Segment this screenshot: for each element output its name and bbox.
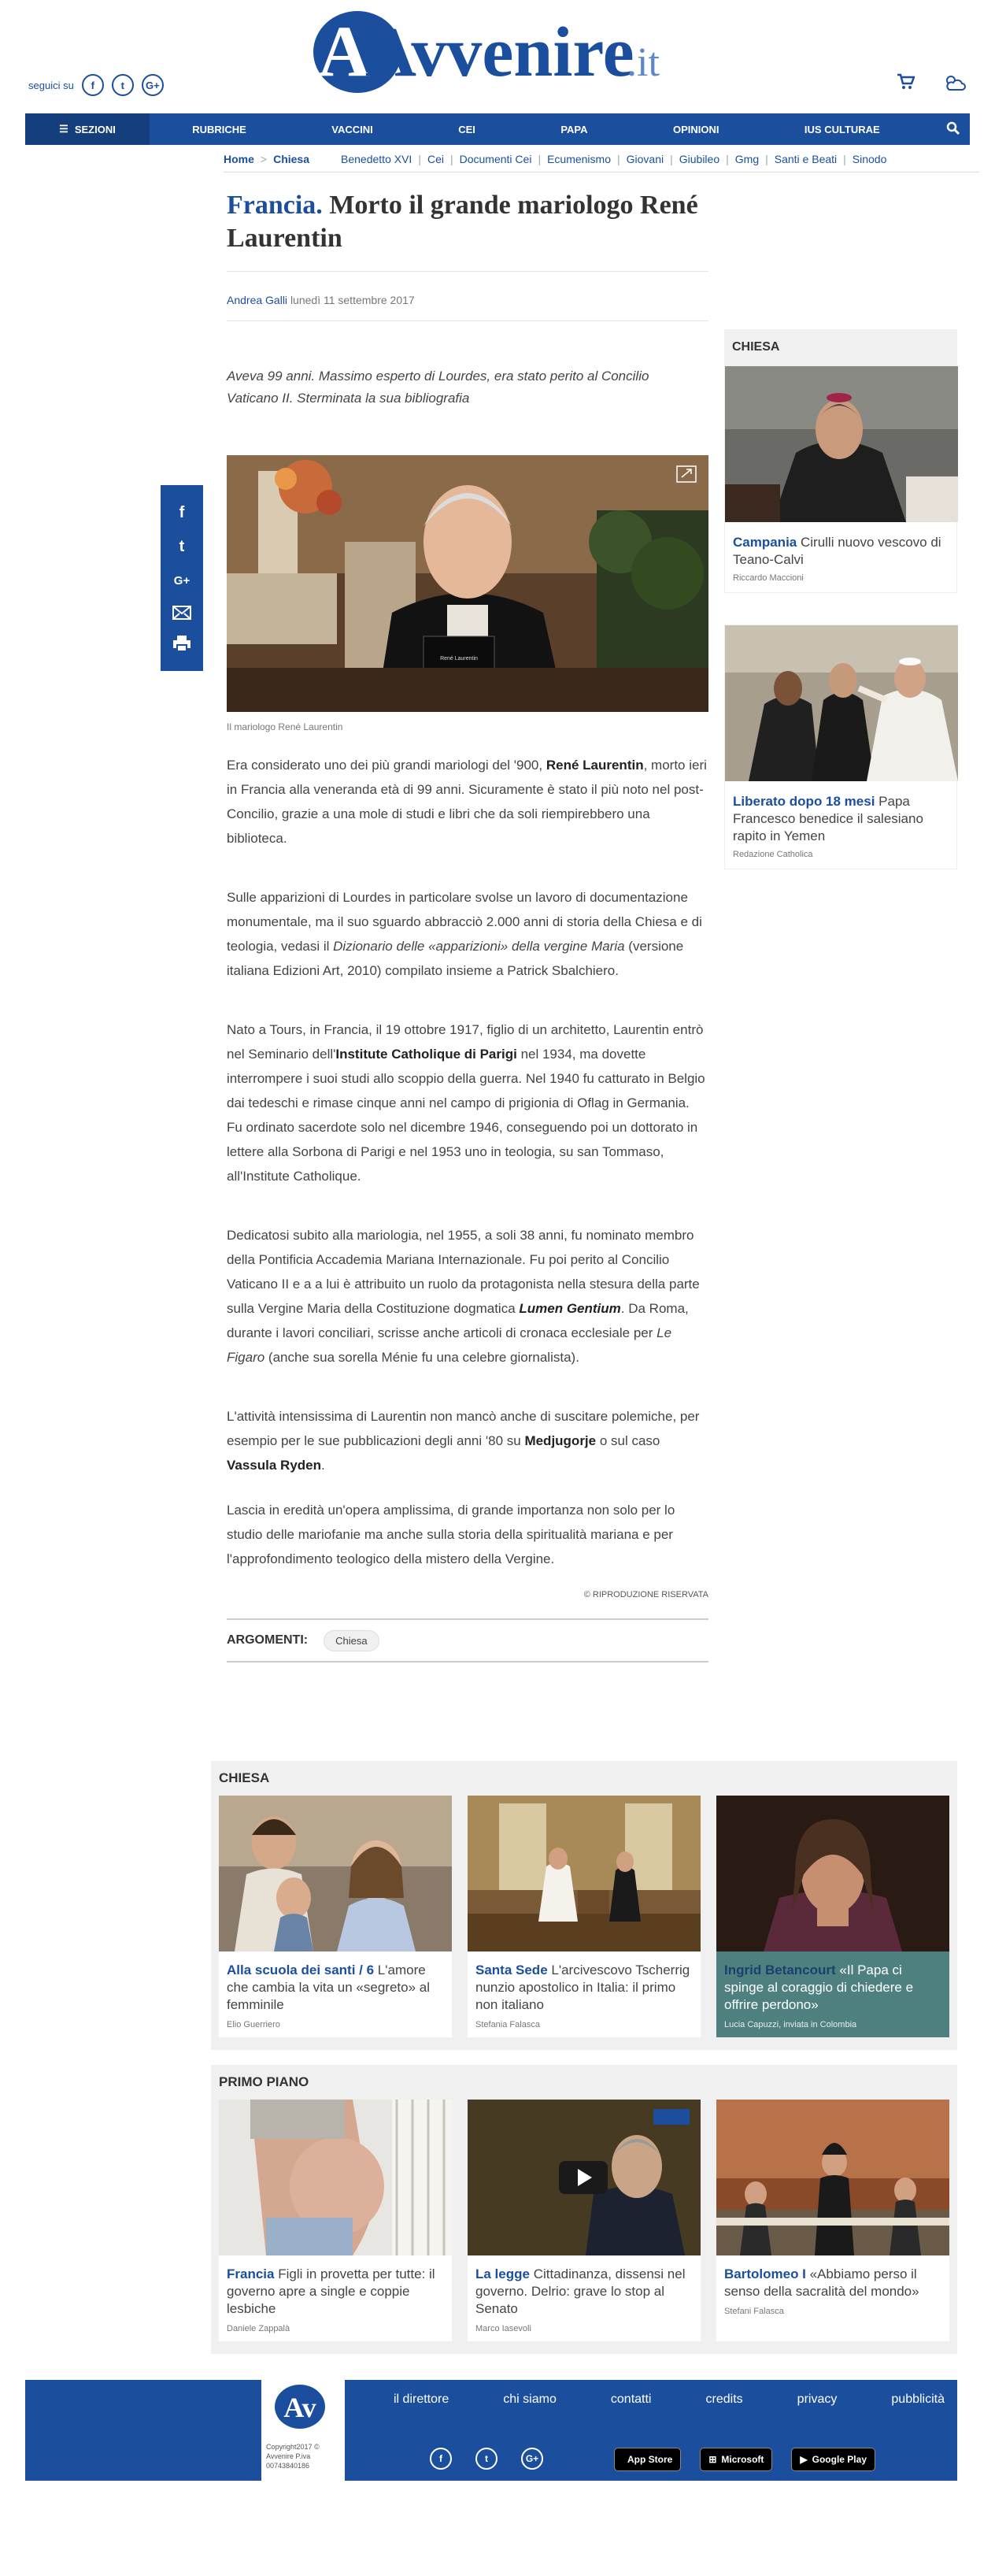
photo-portrait-image (227, 455, 708, 712)
card-title[interactable]: La legge Cittadinanza, dissensi nel governo. Delrio: grave lo stop al Senato (475, 2267, 686, 2316)
card-title[interactable]: Santa Sede L'arcivescovo Tscherrig nunzio apostolico in Italia: il primo non italiano (475, 1963, 690, 2012)
card-image-bartolomeo (716, 2100, 949, 2255)
nav-item-vaccini[interactable]: VACCINI (331, 123, 373, 135)
news-card[interactable] (468, 2100, 701, 2341)
paragraph-2: Sulle apparizioni di Lourdes in particolare svolse un lavoro di documentazione monumentale, ma il suo sguardo abbracciò 2.000 anni di storia della Chiesa e di teologia, vedasi il Dizionario delle «apparizioni» della vergine Maria (versione italiana Edizioni Art, 2010) compilato insieme a Patrick Sbalchiero. (227, 890, 702, 978)
card-title[interactable]: Ingrid Betancourt «Il Papa ci spinge al coraggio di chiedere e offrire perdono» (724, 1963, 914, 2012)
card-author: Stefania Falasca (475, 2020, 540, 2029)
footer-link-privacy[interactable]: privacy (797, 2393, 838, 2406)
tag-santi-beati[interactable]: Santi e Beati (774, 153, 838, 165)
avvenire-logo[interactable] (312, 6, 690, 101)
card-author: Stefani Falasca (724, 2307, 784, 2316)
main-nav (25, 113, 970, 145)
site-footer (25, 2380, 957, 2481)
paragraph-1: Era considerato uno dei più grandi mariologi del '900, René Laurentin, morto ieri in Francia alla veneranda età di 99 anni. Sicuramente è stato il più noto nel post-Concilio, grazie a una mole di studi e libri che da soli riempirebbero una biblioteca. (227, 758, 707, 846)
nav-item-rubriche[interactable]: RUBRICHE (192, 123, 246, 135)
sidebar-card-title[interactable]: Campania Cirulli nuovo vescovo di Teano-Calvi (733, 535, 941, 567)
breadcrumb: Home > Chiesa Benedetto XVI | Cei | Documenti Cei | Ecumenismo | Giovani | Giubileo | Gmg | Santi e Beati | Sinodo (224, 153, 887, 165)
sidebar-card[interactable] (724, 365, 957, 593)
sidebar (724, 329, 957, 901)
footer-link-contatti[interactable]: contatti (610, 2393, 652, 2406)
google-plus-icon[interactable]: G+ (142, 74, 164, 96)
news-card[interactable] (716, 2100, 949, 2341)
photo-caption: Il mariologo René Laurentin (227, 721, 343, 732)
news-card[interactable] (468, 1796, 701, 2037)
share-bar (161, 485, 203, 671)
footer-logo-box (261, 2380, 345, 2481)
sections-menu-button[interactable] (25, 113, 150, 145)
logo-text: Avvenire (365, 13, 634, 91)
share-facebook-icon[interactable]: f (179, 504, 185, 522)
breadcrumb-current[interactable]: Chiesa (273, 153, 310, 165)
card-image-betancourt (716, 1796, 949, 1951)
paragraph-5: L'attività intensissima di Laurentin non mancò anche di suscitare polemiche, per esempio per le sue pubblicazioni degli anni '80 su Medjugorje o sul caso Vassula Ryden. (227, 1409, 700, 1473)
breadcrumb-home[interactable]: Home (224, 153, 254, 165)
sidebar-card[interactable] (724, 625, 957, 869)
play-store-icon: ▶ (800, 2454, 808, 2465)
card-image-audience (468, 1796, 701, 1951)
share-google-plus-icon[interactable]: G+ (173, 574, 190, 588)
share-twitter-icon[interactable]: t (179, 538, 185, 556)
chiesa-section (211, 1761, 957, 2050)
card-author: Lucia Capuzzi, inviata in Colombia (724, 2020, 857, 2029)
share-mail-icon[interactable] (172, 606, 191, 620)
card-image-pregnant (219, 2100, 452, 2255)
nav-item-opinioni[interactable]: OPINIONI (672, 123, 719, 135)
paragraph-6: Lascia in eredità un'opera amplissima, di grande importanza non solo per lo studio delle mariofanie ma anche sulla storia della spiritualità mariana e per l'approfondimento teologico della mistero della Vergine. (227, 1503, 675, 1566)
tag-benedetto[interactable]: Benedetto XVI (341, 153, 412, 165)
footer-links (394, 2393, 957, 2407)
card-author: Elio Guerriero (227, 2020, 280, 2029)
sections-label: SEZIONI (74, 123, 116, 135)
topic-tag-chiesa[interactable]: Chiesa (324, 1630, 379, 1651)
footer-link-chi-siamo[interactable]: chi siamo (503, 2393, 557, 2406)
section-heading: PRIMO PIANO (219, 2074, 309, 2089)
card-title[interactable]: Francia Figli in provetta per tutte: il governo apre a single e coppie lesbiche (227, 2267, 435, 2316)
footer-twitter-icon[interactable]: t (475, 2448, 498, 2470)
tag-ecumenismo[interactable]: Ecumenismo (547, 153, 611, 165)
footer-link-pubblicita[interactable]: pubblicità (891, 2393, 945, 2406)
windows-icon: ⊞ (708, 2454, 717, 2465)
sidebar-heading: CHIESA (724, 329, 957, 365)
sidebar-card-author: Redazione Catholica (733, 850, 813, 859)
sidebar-card-title[interactable]: Liberato dopo 18 mesi Papa Francesco benedice il salesiano rapito in Yemen (733, 794, 923, 843)
site-header (0, 0, 995, 110)
card-title[interactable]: Bartolomeo I «Abbiamo perso il senso della sacralità del mondo» (724, 2267, 919, 2299)
paragraph-4: Dedicatosi subito alla mariologia, nel 1955, a soli 38 anni, fu nominato membro della Pontificia Accademia Mariana Internazionale. Fu poi perito al Concilio Vaticano II e a a lui è attribuito un ruolo da protagonista nella stesura della parte sulla Vergine Maria della Costituzione dogmatica Lumen Gentium. Da Roma, durante i lavori conciliari, scrisse anche articoli di cronaca ecclesiale per Le Figaro (anche sua sorella Ménie fu una celebre giornalista). (227, 1228, 700, 1365)
share-print-icon[interactable] (172, 635, 191, 652)
cart-icon[interactable] (896, 72, 915, 91)
article-title-text: Morto il grande mariologo René Laurentin (227, 191, 698, 253)
search-icon[interactable] (946, 121, 960, 135)
card-image-video (468, 2100, 701, 2255)
logo-suffix: .it (627, 40, 660, 85)
news-card[interactable] (219, 2100, 452, 2341)
tag-documenti-cei[interactable]: Documenti Cei (459, 153, 532, 165)
author-link[interactable]: Andrea Galli (227, 294, 288, 306)
tag-gmg[interactable]: Gmg (734, 153, 760, 165)
breadcrumb-arrow: > (260, 153, 268, 165)
book-cover-title: René Laurentin (440, 656, 478, 662)
footer-link-direttore[interactable]: il direttore (394, 2393, 449, 2406)
tag-giubileo[interactable]: Giubileo (679, 153, 720, 165)
section-heading: CHIESA (219, 1770, 270, 1785)
news-card[interactable] (219, 1796, 452, 2037)
sidebar-card-image-bishop (725, 366, 958, 522)
divider (227, 271, 708, 272)
sidebar-card-author: Riccardo Maccioni (733, 573, 804, 583)
topics-bar (227, 1618, 708, 1662)
card-title[interactable]: Alla scuola dei santi / 6 L'amore che cambia la vita un «segreto» al femminile (227, 1963, 430, 2012)
footer-facebook-icon[interactable]: f (430, 2448, 452, 2470)
article-title (227, 189, 708, 255)
nav-item-ius-culturae[interactable]: IUS CULTURAE (804, 123, 880, 135)
footer-logo[interactable] (274, 2383, 326, 2430)
twitter-icon[interactable]: t (112, 74, 134, 96)
article-photo[interactable] (227, 455, 708, 712)
article-kicker: Francia. (227, 191, 323, 220)
nav-item-papa[interactable]: PAPA (560, 123, 588, 135)
topics-label: ARGOMENTI: (227, 1633, 309, 1647)
nav-item-cei[interactable]: CEI (458, 123, 475, 135)
sidebar-card-image-pope (725, 625, 958, 781)
article-summary: Aveva 99 anni. Massimo esperto di Lourdes, era stato perito al Concilio Vaticano II. Sterminata la sua bibliografia (227, 369, 649, 406)
tag-giovani[interactable]: Giovani (626, 153, 664, 165)
svg-text:Av: Av (283, 2392, 316, 2423)
logo-a: A (318, 11, 371, 91)
byline (227, 294, 708, 321)
hamburger-icon: ☰ (59, 123, 68, 135)
card-author: Daniele Zappalà (227, 2324, 290, 2333)
app-store-badges (614, 2448, 875, 2471)
paragraph-3: Nato a Tours, in Francia, il 19 ottobre 1917, figlio di un architetto, Laurentin entrò nel Seminario dell'Institute Catholique di Parigi nel 1934, ma dovette interrompere i suoi studi allo scoppio della guerra. Nel 1940 fu catturato in Belgio dai tedeschi e rimase cinque anni nel campo di prigionia di Oflag in Germania. Fu ordinato sacerdote solo nel dicembre 1946, conseguendo poi un dottorato in lettere alla Sorbona di Parigi e nel 1953 uno in teologia, su san Tommaso, all'Institute Catholique. (227, 1022, 705, 1184)
app-store-badge[interactable]: App Store (614, 2448, 681, 2471)
footer-social (430, 2448, 543, 2470)
google-play-badge[interactable]: ▶ Google Play (791, 2448, 875, 2471)
card-author: Marco Iasevoli (475, 2324, 531, 2333)
microsoft-store-badge[interactable]: ⊞ Microsoft (700, 2448, 772, 2471)
article-date: lunedì 11 settembre 2017 (290, 294, 415, 306)
facebook-icon[interactable]: f (82, 74, 104, 96)
footer-copyright: Copyright2017 © Avvenire P.iva 00743840186 (266, 2443, 320, 2470)
tag-sinodo[interactable]: Sinodo (852, 153, 887, 165)
footer-google-plus-icon[interactable]: G+ (521, 2448, 543, 2470)
news-card[interactable] (716, 1796, 949, 2037)
primo-piano-section (211, 2065, 957, 2354)
article (227, 189, 708, 1662)
card-image-children (219, 1796, 452, 1951)
copyright-note: © RIPRODUZIONE RISERVATA (583, 1590, 708, 1599)
follow-us (28, 74, 164, 96)
footer-link-credits[interactable]: credits (705, 2393, 743, 2406)
tag-cei[interactable]: Cei (427, 153, 444, 165)
weather-icon[interactable] (943, 72, 967, 93)
follow-label: seguici su (28, 79, 74, 91)
